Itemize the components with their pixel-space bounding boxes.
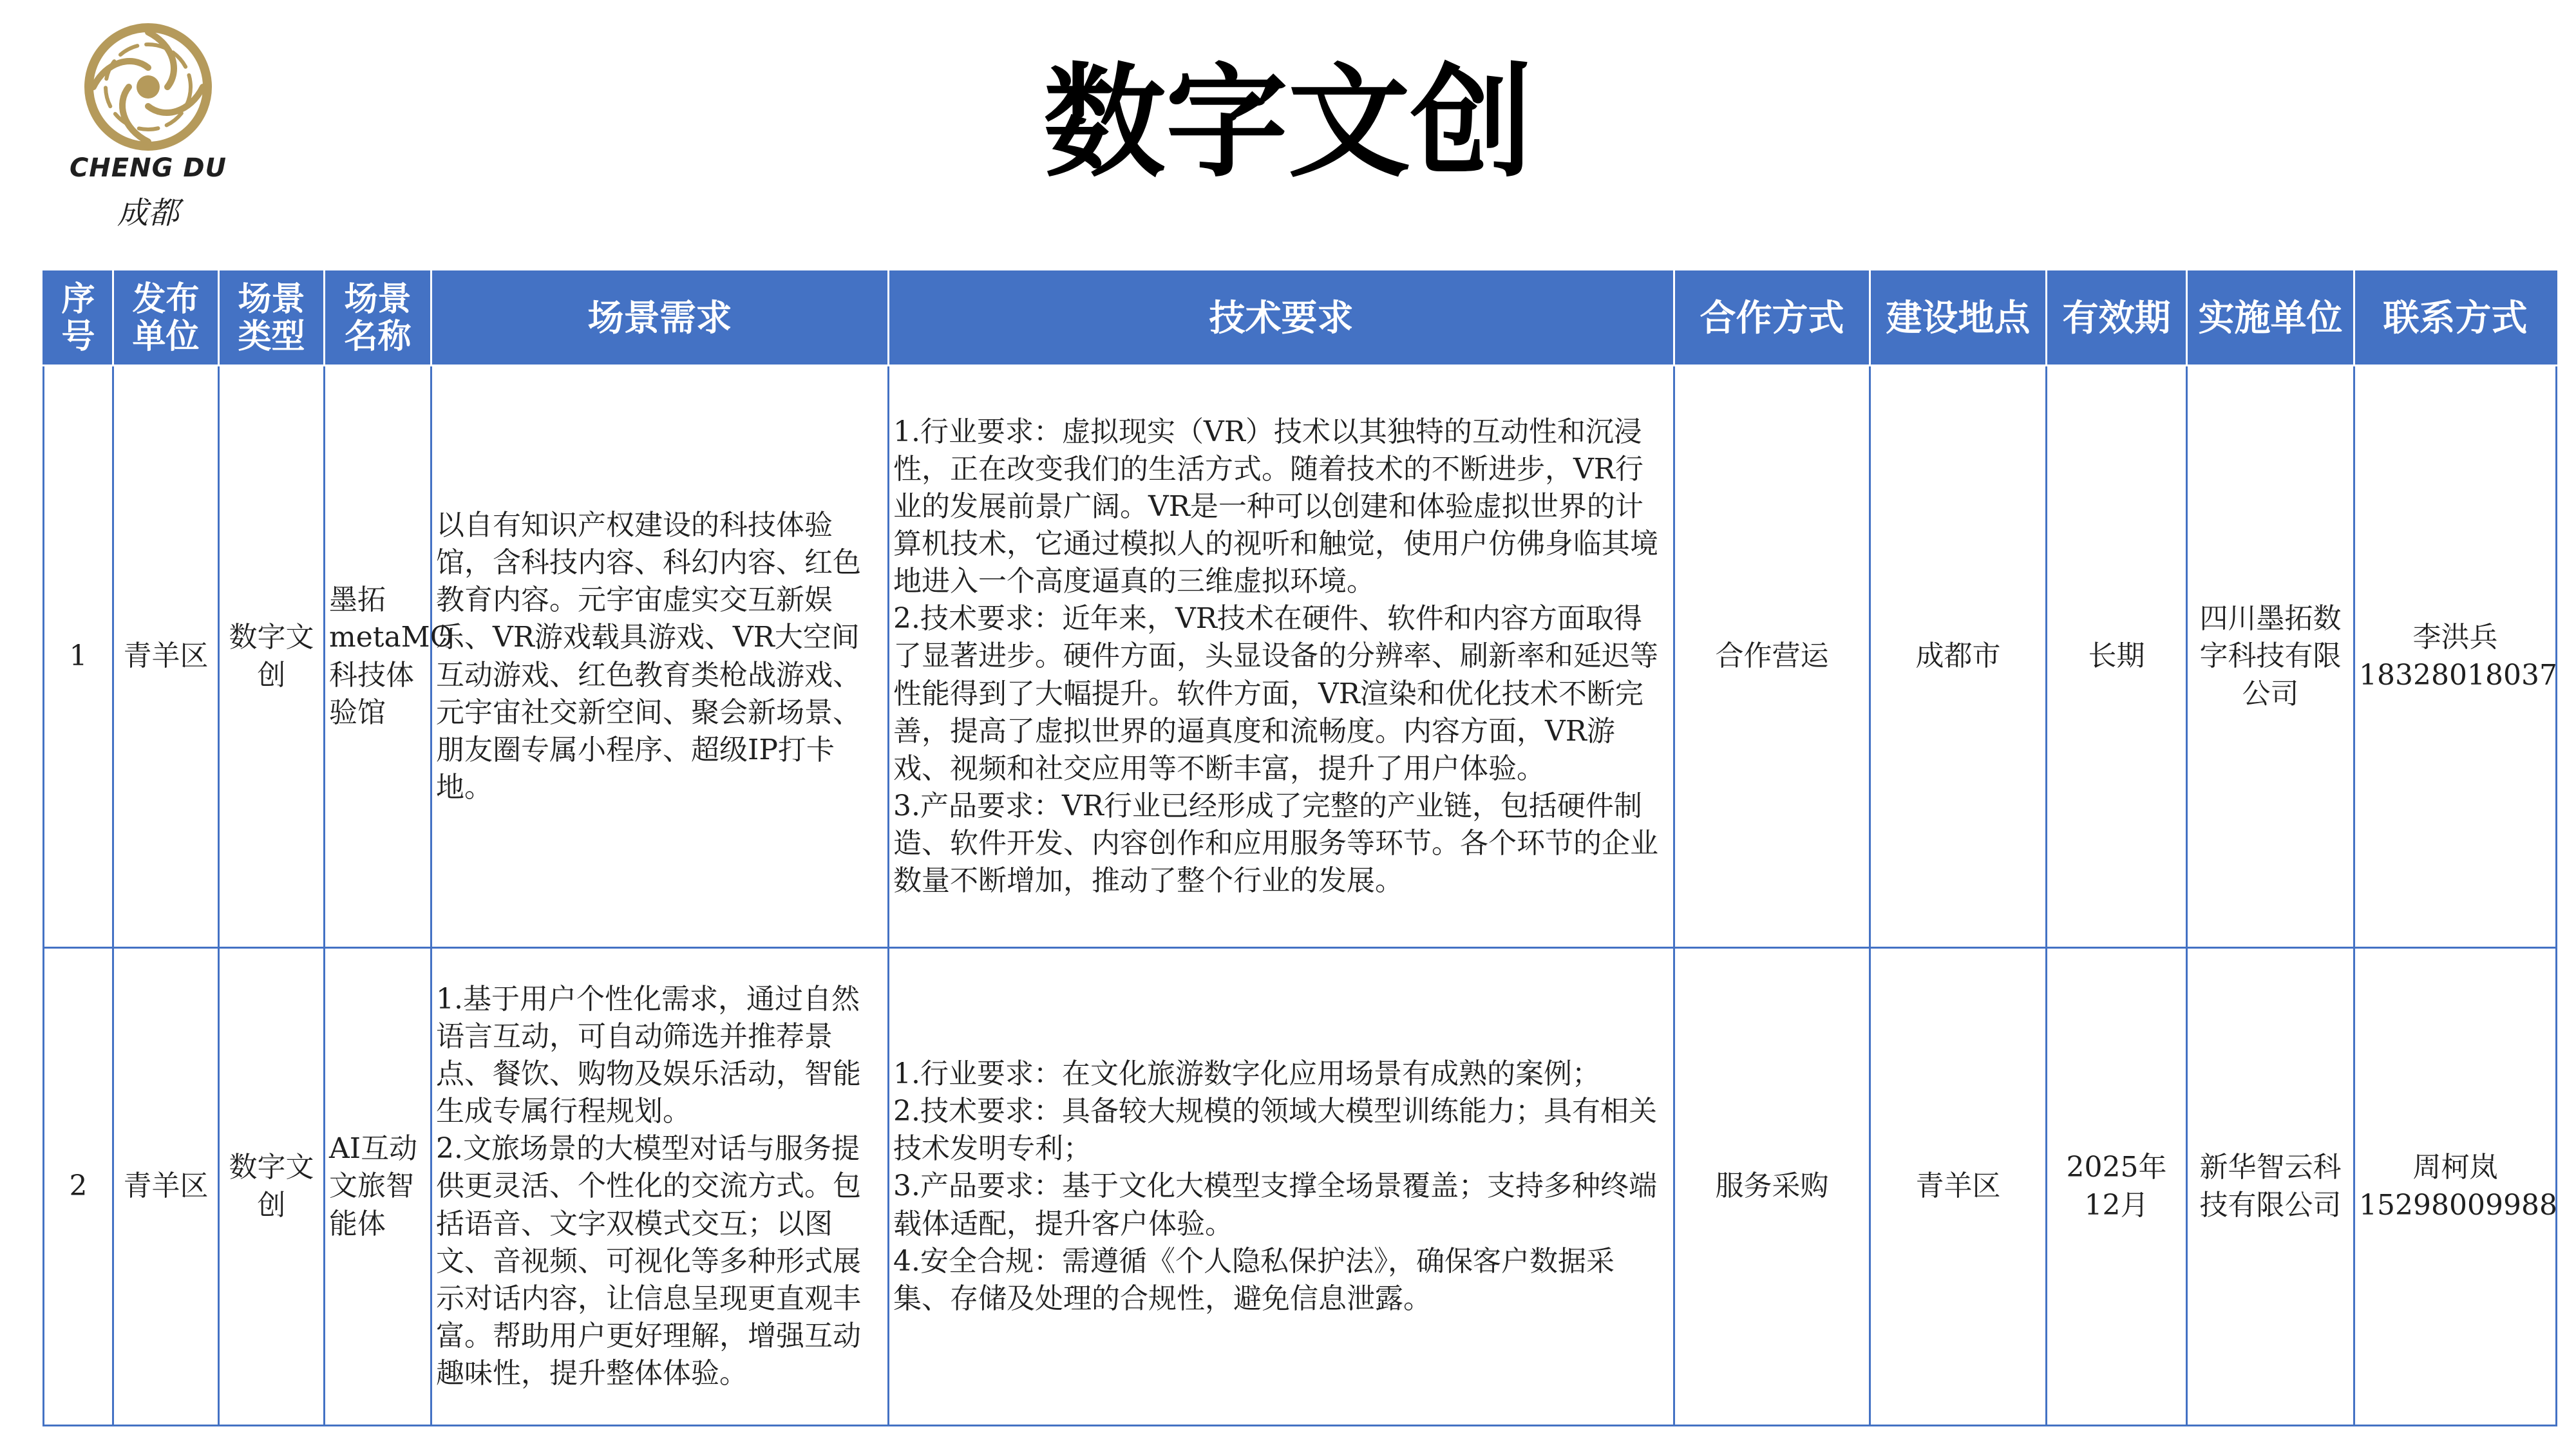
header-implementer: 实施单位 bbox=[2187, 272, 2354, 366]
logo-text-chinese: 成都 bbox=[117, 195, 179, 231]
cell-validity: 长期 bbox=[2047, 366, 2187, 948]
page-title: 数字文创 bbox=[1043, 50, 1533, 194]
header-publisher: 发布单位 bbox=[113, 272, 219, 366]
cell-index: 2 bbox=[44, 948, 113, 1426]
cell-location: 成都市 bbox=[1870, 366, 2047, 948]
cell-scene-name: AI互动文旅智能体 bbox=[325, 948, 431, 1426]
cell-implementer: 新华智云科技有限公司 bbox=[2187, 948, 2354, 1426]
cell-scene-type: 数字文创 bbox=[219, 948, 325, 1426]
cell-publisher: 青羊区 bbox=[113, 366, 219, 948]
cell-location: 青羊区 bbox=[1870, 948, 2047, 1426]
tech-paragraph: 1.行业要求：在文化旅游数字化应用场景有成熟的案例； bbox=[893, 1057, 1600, 1091]
cell-scene-name: 墨拓metaMO科技体验馆 bbox=[325, 366, 431, 948]
contact-phone: 15298009988 bbox=[2359, 1188, 2557, 1222]
header-validity: 有效期 bbox=[2047, 272, 2187, 366]
tech-paragraph: 3.产品要求：基于文化大模型支撑全场景覆盖；支持多种终端载体适配，提升客户体验。 bbox=[893, 1170, 1657, 1240]
header-location: 建设地点 bbox=[1870, 272, 2047, 366]
cell-scene-type: 数字文创 bbox=[219, 366, 325, 948]
scene-table bbox=[43, 270, 2557, 1426]
table-row bbox=[44, 948, 2557, 1426]
header-demand: 场景需求 bbox=[431, 272, 889, 366]
cell-tech bbox=[889, 948, 1674, 1426]
cell-cooperation: 合作营运 bbox=[1674, 366, 1870, 948]
cell-contact bbox=[2354, 948, 2557, 1426]
cell-tech bbox=[889, 366, 1674, 948]
cell-publisher: 青羊区 bbox=[113, 948, 219, 1426]
contact-name: 周柯岚 bbox=[2412, 1151, 2498, 1184]
demand-paragraph: 2.文旅场景的大模型对话与服务提供更灵活、个性化的交流方式。包括语音、文字双模式交互；以图文、音视频、可视化等多种形式展示对话内容，让信息呈现更直观丰富。帮助用户更好理解，增强互动趣味性，提升整体体验。 bbox=[436, 1132, 861, 1390]
cell-validity: 2025年12月 bbox=[2047, 948, 2187, 1426]
tech-paragraph: 1.行业要求：虚拟现实（VR）技术以其独特的互动性和沉浸性，正在改变我们的生活方式。随着技术的不断进步，VR行业的发展前景广阔。VR是一种可以创建和体验虚拟世界的计算机技术，它通过模拟人的视听和触觉，使用户仿佛身临其境地进入一个高度逼真的三维虚拟环境。 bbox=[893, 415, 1658, 598]
cell-demand bbox=[431, 948, 889, 1426]
cell-index: 1 bbox=[44, 366, 113, 948]
logo-text-english: CHENG DU bbox=[69, 153, 227, 183]
demand-paragraph: 1.基于用户个性化需求，通过自然语言互动，可自动筛选并推荐景点、餐饮、购物及娱乐活动，智能生成专属行程规划。 bbox=[436, 983, 861, 1128]
cell-contact bbox=[2354, 366, 2557, 948]
contact-phone: 18328018037 bbox=[2359, 658, 2557, 692]
header-contact: 联系方式 bbox=[2354, 272, 2557, 366]
tech-paragraph: 2.技术要求：近年来，VR技术在硬件、软件和内容方面取得了显著进步。硬件方面，头显设备的分辨率、刷新率和延迟等性能得到了大幅提升。软件方面，VR渲染和优化技术不断完善，提高了虚拟世界的逼真度和流畅度。内容方面，VR游戏、视频和社交应用等不断丰富，提升了用户体验。 bbox=[893, 602, 1658, 785]
cell-demand: 以自有知识产权建设的科技体验馆，含科技内容、科幻内容、红色教育内容。元宇宙虚实交互新娱乐、VR游戏载具游戏、VR大空间互动游戏、红色教育类枪战游戏、元宇宙社交新空间、聚会新场景、朋友圈专属小程序、超级IP打卡地。 bbox=[431, 366, 889, 948]
table-row bbox=[44, 366, 2557, 948]
header-scene-type: 场景类型 bbox=[219, 272, 325, 366]
tech-paragraph: 2.技术要求：具备较大规模的领域大模型训练能力；具有相关技术发明专利； bbox=[893, 1095, 1657, 1166]
table-header-row bbox=[44, 272, 2557, 366]
tech-paragraph: 4.安全合规：需遵循《个人隐私保护法》，确保客户数据采集、存储及处理的合规性，避免信息泄露。 bbox=[893, 1244, 1615, 1315]
cell-cooperation: 服务采购 bbox=[1674, 948, 1870, 1426]
header-index: 序号 bbox=[44, 272, 113, 366]
header-tech: 技术要求 bbox=[889, 272, 1674, 366]
header-scene-name: 场景名称 bbox=[325, 272, 431, 366]
tech-paragraph: 3.产品要求：VR行业已经形成了完整的产业链，包括硬件制造、软件开发、内容创作和应用服务等环节。各个环节的企业数量不断增加，推动了整个行业的发展。 bbox=[893, 789, 1658, 897]
cell-implementer: 四川墨拓数字科技有限公司 bbox=[2187, 366, 2354, 948]
contact-name: 李洪兵 bbox=[2412, 621, 2498, 654]
header-cooperation: 合作方式 bbox=[1674, 272, 1870, 366]
